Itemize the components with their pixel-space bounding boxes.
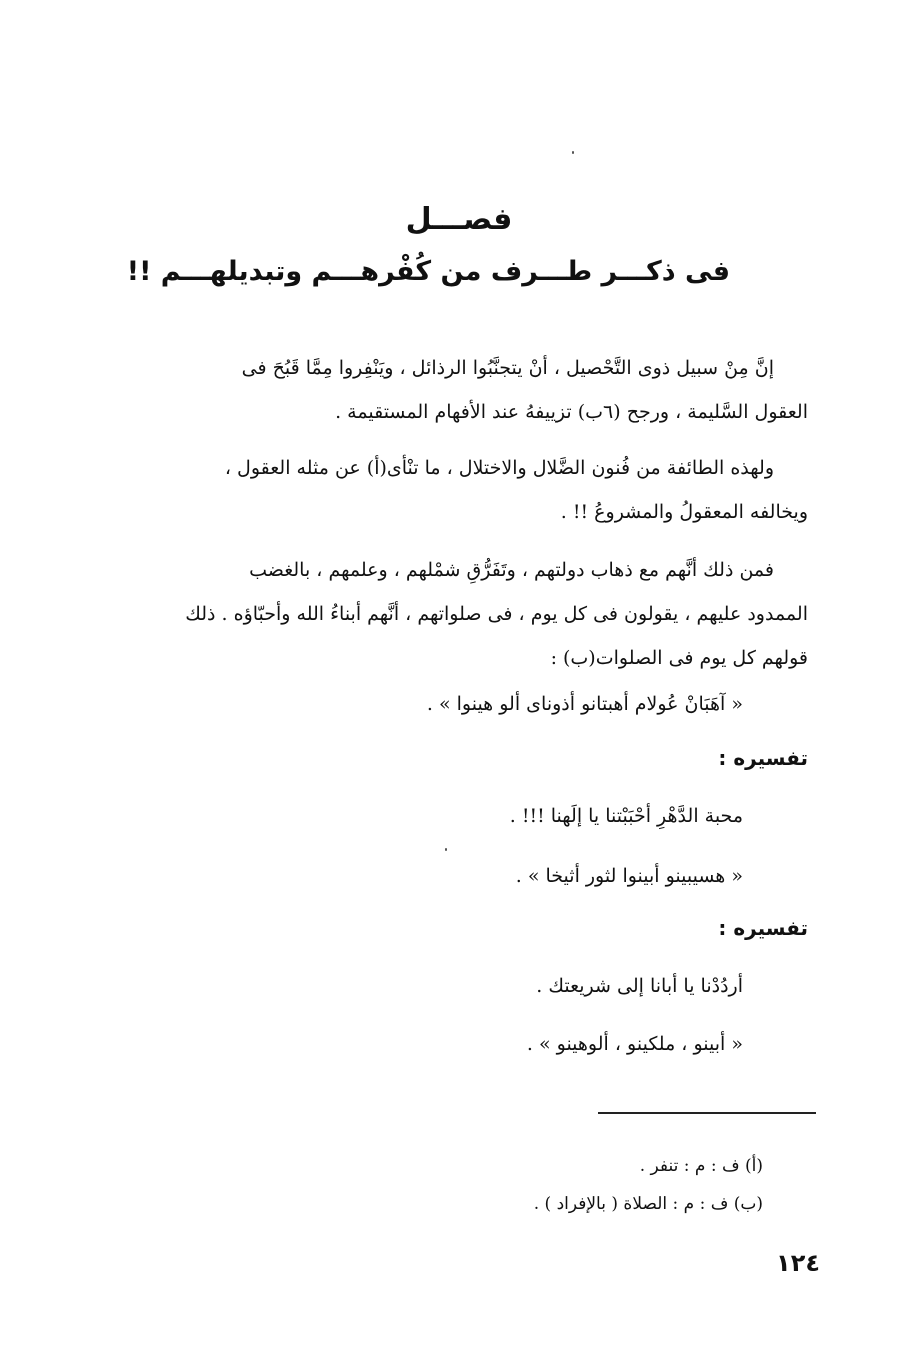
paragraph-3-line-1: فمن ذلك أنَّهم مع ذهاب دولتهم ، وتَفَرُّقِ شمْلهم ، وعلمهم ، بالغضب (249, 559, 774, 581)
paragraph-3 (98, 548, 808, 680)
footnote-separator (598, 1112, 816, 1114)
section-title: فصـــل (405, 202, 513, 237)
footnote-b: (ب) ف : م : الصلاة ( بالإفراد ) . (533, 1194, 763, 1214)
footnote-a: (أ) ف : م : تنفر . (639, 1156, 763, 1176)
paragraph-2-line-1: ولهذه الطائفة من فُنون الضَّلال والاختلال ، ما تنْأى(أ) عن مثله العقول ، (224, 457, 774, 479)
paragraph-3-line-3: قولهم كل يوم فى الصلوات(ب) : (550, 647, 808, 669)
tafsir-text-2: أردُدْنا يا أبانا إلى شريعتك . (536, 975, 743, 997)
print-speck (572, 151, 574, 154)
tafsir-text-1: محبة الدَّهْرِ أحْبَبْتنا يا إلَهنا !!! . (509, 805, 743, 827)
prayer-transliteration-2: « هسيبينو أبينوا لثور أثيخا » . (515, 865, 743, 887)
paragraph-1-line-1: إنَّ مِنْ سبيل ذوى التَّحْصيل ، أنْ يتجنَّبُوا الرذائل ، ويَنْفِروا مِمَّا قَبُحَ فى (241, 357, 774, 379)
paragraph-2 (98, 446, 808, 534)
paragraph-3-line-2: الممدود عليهم ، يقولون فى كل يوم ، فى صلواتهم ، أنَّهم أبناءُ الله وأحبّاؤه . ذلك (185, 603, 808, 625)
paragraph-1-line-2: العقول السَّليمة ، ورجح (٦ب) تزييفهُ عند الأفهام المستقيمة . (335, 401, 808, 423)
paragraph-1 (98, 346, 808, 434)
prayer-transliteration-1: « آهَبَانْ عُولام أهبتانو أذوناى ألو هينوا » . (426, 693, 743, 715)
tafsir-label-1: تفسيره : (718, 746, 808, 770)
page-number: ١٢٤ (776, 1249, 820, 1277)
print-speck (445, 848, 447, 851)
prayer-transliteration-3: « أبينو ، ملكينو ، ألوهينو » . (526, 1033, 743, 1055)
paragraph-2-line-2: ويخالفه المعقولُ والمشروعُ !! . (560, 501, 808, 523)
tafsir-label-2: تفسيره : (718, 916, 808, 940)
chapter-subtitle: فى ذكـــر طـــرف من كُفْرهـــم وتبديلهـــم !! (126, 256, 730, 287)
